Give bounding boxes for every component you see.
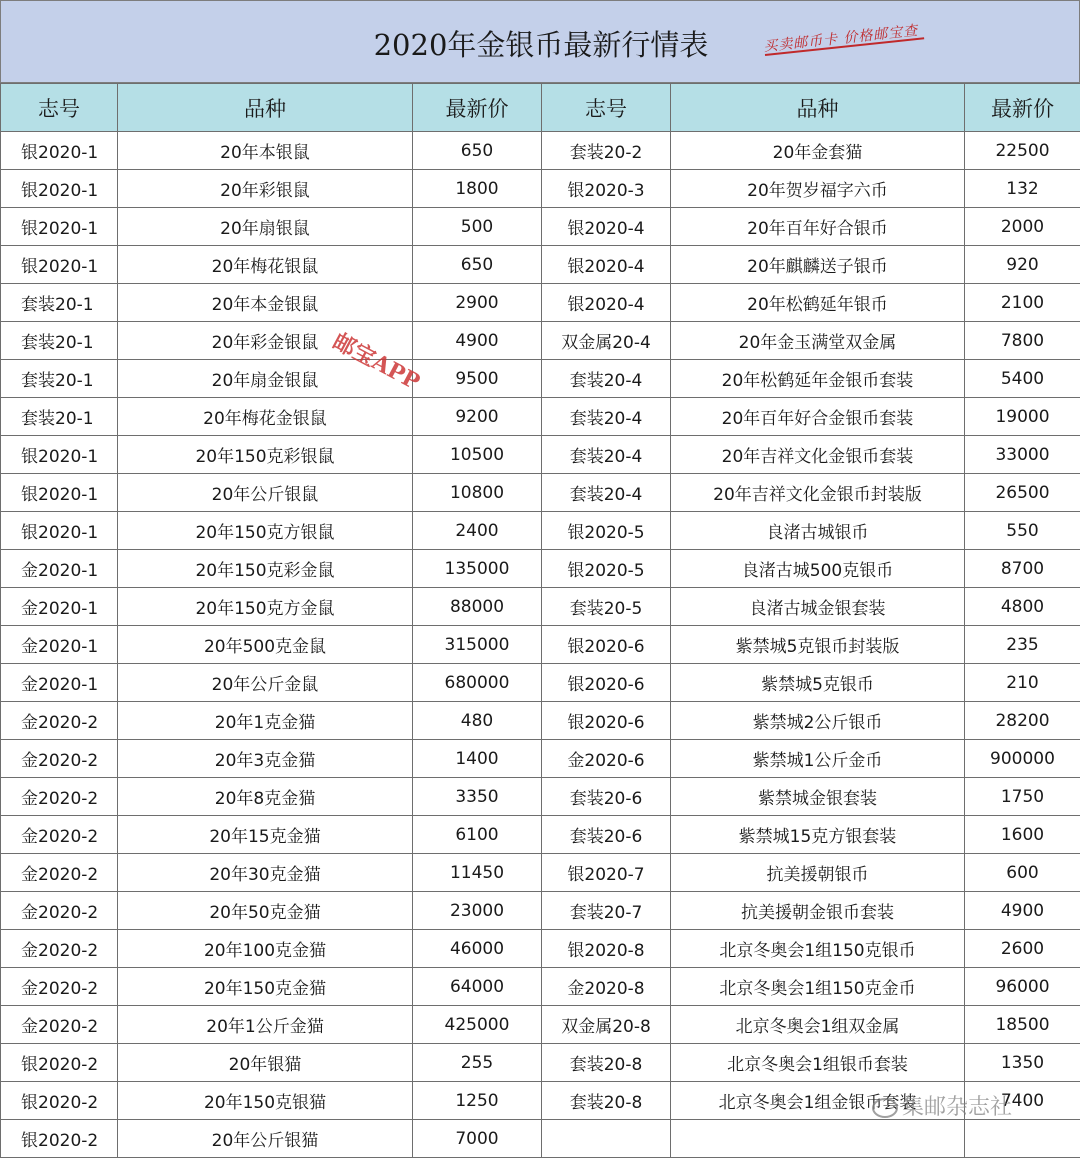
cell-price-2: 2100 [965,284,1080,322]
cell-variety-2: 20年麒麟送子银币 [671,246,965,284]
cell-price-1: 11450 [413,854,542,892]
table-row [1,968,1080,1006]
cell-code-1: 金2020-2 [1,930,118,968]
cell-variety-2: 良渚古城银币 [671,512,965,550]
cell-variety-2: 紫禁城2公斤银币 [671,702,965,740]
cell-price-1: 4900 [413,322,542,360]
cell-code-1: 套装20-1 [1,360,118,398]
cell-code-2: 套装20-6 [542,778,671,816]
title-bar [0,0,1080,83]
cell-price-2: 28200 [965,702,1080,740]
cell-variety-2: 20年金套猫 [671,132,965,170]
cell-variety-2: 20年松鹤延年金银币套装 [671,360,965,398]
cell-variety-1: 20年1克金猫 [118,702,413,740]
table-row [1,170,1080,208]
cell-price-2: 18500 [965,1006,1080,1044]
header-price-1: 最新价 [413,84,542,132]
cell-price-1: 2900 [413,284,542,322]
table-row [1,664,1080,702]
cell-code-1: 金2020-2 [1,816,118,854]
table-row [1,284,1080,322]
cell-price-1: 46000 [413,930,542,968]
cell-price-2: 210 [965,664,1080,702]
cell-code-1: 套装20-1 [1,284,118,322]
cell-code-2: 银2020-3 [542,170,671,208]
cell-code-1: 金2020-1 [1,664,118,702]
cell-code-2: 银2020-7 [542,854,671,892]
cell-code-1: 银2020-2 [1,1044,118,1082]
cell-price-2: 1350 [965,1044,1080,1082]
cell-variety-2: 20年贺岁福字六币 [671,170,965,208]
cell-code-1: 金2020-2 [1,968,118,1006]
cell-price-1: 255 [413,1044,542,1082]
cell-variety-1: 20年公斤银鼠 [118,474,413,512]
cell-code-1: 银2020-2 [1,1082,118,1120]
promo-stamp: 买卖邮币卡 价格邮宝查 [762,20,919,56]
cell-variety-1: 20年梅花金银鼠 [118,398,413,436]
cell-price-2: 4900 [965,892,1080,930]
table-row [1,588,1080,626]
cell-code-2: 银2020-5 [542,550,671,588]
cell-variety-1: 20年公斤银猫 [118,1120,413,1158]
cell-variety-2: 紫禁城5克银币封装版 [671,626,965,664]
cell-code-2 [542,1120,671,1158]
cell-variety-1: 20年15克金猫 [118,816,413,854]
cell-code-2: 银2020-4 [542,246,671,284]
header-variety-1: 品种 [118,84,413,132]
cell-code-2: 双金属20-8 [542,1006,671,1044]
cell-price-1: 9200 [413,398,542,436]
cell-code-2: 银2020-4 [542,284,671,322]
page-title: 2020年金银币最新行情表 [1,23,1080,64]
cell-code-1: 金2020-1 [1,626,118,664]
table-row [1,398,1080,436]
table-row [1,816,1080,854]
cell-price-2: 235 [965,626,1080,664]
table-row [1,626,1080,664]
cell-code-1: 金2020-2 [1,892,118,930]
table-row [1,208,1080,246]
cell-price-2: 1600 [965,816,1080,854]
table-row [1,360,1080,398]
cell-code-1: 金2020-2 [1,778,118,816]
cell-price-2: 33000 [965,436,1080,474]
cell-code-2: 金2020-6 [542,740,671,778]
cell-variety-2: 北京冬奥会1组双金属 [671,1006,965,1044]
cell-code-1: 银2020-2 [1,1120,118,1158]
cell-code-1: 金2020-2 [1,1006,118,1044]
cell-price-1: 9500 [413,360,542,398]
cell-price-1: 3350 [413,778,542,816]
cell-variety-1: 20年1公斤金猫 [118,1006,413,1044]
cell-price-2: 22500 [965,132,1080,170]
cell-code-1: 银2020-1 [1,208,118,246]
cell-code-1: 套装20-1 [1,398,118,436]
table-row [1,512,1080,550]
cell-code-2: 双金属20-4 [542,322,671,360]
cell-price-1: 650 [413,132,542,170]
cell-variety-2: 紫禁城5克银币 [671,664,965,702]
cell-price-2: 96000 [965,968,1080,1006]
cell-variety-2: 20年百年好合银币 [671,208,965,246]
cell-code-1: 银2020-1 [1,132,118,170]
table-row [1,740,1080,778]
table-row [1,702,1080,740]
cell-variety-2: 良渚古城500克银币 [671,550,965,588]
cell-code-1: 银2020-1 [1,246,118,284]
cell-variety-1: 20年3克金猫 [118,740,413,778]
cell-code-2: 套装20-5 [542,588,671,626]
table-row [1,550,1080,588]
cell-variety-1: 20年50克金猫 [118,892,413,930]
cell-code-2: 银2020-6 [542,626,671,664]
cell-code-1: 套装20-1 [1,322,118,360]
cell-code-2: 套装20-7 [542,892,671,930]
cell-code-1: 银2020-1 [1,170,118,208]
header-code-1: 志号 [1,84,118,132]
cell-variety-2: 北京冬奥会1组150克银币 [671,930,965,968]
cell-code-1: 银2020-1 [1,436,118,474]
cell-code-1: 银2020-1 [1,474,118,512]
cell-variety-1: 20年100克金猫 [118,930,413,968]
cell-price-2: 2600 [965,930,1080,968]
cell-code-2: 银2020-8 [542,930,671,968]
cell-variety-1: 20年银猫 [118,1044,413,1082]
table-row [1,246,1080,284]
cell-variety-2: 20年吉祥文化金银币封装版 [671,474,965,512]
cell-code-1: 银2020-1 [1,512,118,550]
cell-price-1: 680000 [413,664,542,702]
cell-code-2: 套装20-4 [542,360,671,398]
cell-price-2: 4800 [965,588,1080,626]
cell-price-2: 900000 [965,740,1080,778]
table-row [1,1044,1080,1082]
table-row [1,1082,1080,1120]
cell-variety-1: 20年150克方金鼠 [118,588,413,626]
cell-variety-1: 20年30克金猫 [118,854,413,892]
cell-price-1: 500 [413,208,542,246]
cell-price-1: 315000 [413,626,542,664]
cell-code-2: 银2020-4 [542,208,671,246]
table-row [1,132,1080,170]
cell-variety-2: 紫禁城15克方银套装 [671,816,965,854]
cell-price-1: 2400 [413,512,542,550]
cell-variety-2: 良渚古城金银套装 [671,588,965,626]
cell-variety-1: 20年扇金银鼠 [118,360,413,398]
cell-code-2: 银2020-5 [542,512,671,550]
cell-price-2: 7800 [965,322,1080,360]
cell-price-1: 10800 [413,474,542,512]
cell-variety-2: 紫禁城金银套装 [671,778,965,816]
cell-variety-2: 20年松鹤延年银币 [671,284,965,322]
table-row [1,474,1080,512]
cell-code-1: 金2020-1 [1,588,118,626]
price-table [0,83,1080,1158]
cell-variety-1: 20年彩金银鼠 [118,322,413,360]
cell-price-2: 1750 [965,778,1080,816]
cell-code-1: 金2020-2 [1,740,118,778]
header-row [1,84,1080,132]
table-row [1,436,1080,474]
cell-price-2: 7400 [965,1082,1080,1120]
cell-price-1: 10500 [413,436,542,474]
table-row [1,1120,1080,1158]
cell-price-1: 1250 [413,1082,542,1120]
cell-code-2: 套装20-2 [542,132,671,170]
cell-price-1: 135000 [413,550,542,588]
cell-variety-2: 20年吉祥文化金银币套装 [671,436,965,474]
cell-price-2 [965,1120,1080,1158]
cell-price-2: 5400 [965,360,1080,398]
cell-code-2: 套装20-4 [542,398,671,436]
cell-variety-1: 20年本银鼠 [118,132,413,170]
cell-price-1: 1800 [413,170,542,208]
table-row [1,892,1080,930]
cell-price-1: 7000 [413,1120,542,1158]
table-row [1,778,1080,816]
cell-code-2: 套装20-4 [542,436,671,474]
cell-code-1: 金2020-2 [1,702,118,740]
table-row [1,322,1080,360]
cell-code-2: 金2020-8 [542,968,671,1006]
cell-variety-1: 20年8克金猫 [118,778,413,816]
cell-variety-1: 20年本金银鼠 [118,284,413,322]
cell-price-2: 19000 [965,398,1080,436]
cell-variety-1: 20年彩银鼠 [118,170,413,208]
cell-variety-2: 抗美援朝金银币套装 [671,892,965,930]
cell-variety-2: 抗美援朝银币 [671,854,965,892]
cell-variety-1: 20年150克彩银鼠 [118,436,413,474]
cell-variety-1: 20年梅花银鼠 [118,246,413,284]
cell-price-1: 23000 [413,892,542,930]
cell-price-1: 64000 [413,968,542,1006]
cell-code-2: 套装20-8 [542,1044,671,1082]
cell-variety-2 [671,1120,965,1158]
watermark-corner-label: 集邮杂志社 [902,1095,1012,1120]
cell-code-2: 银2020-6 [542,702,671,740]
cell-price-1: 425000 [413,1006,542,1044]
cell-variety-1: 20年公斤金鼠 [118,664,413,702]
cell-code-1: 金2020-2 [1,854,118,892]
cell-price-1: 480 [413,702,542,740]
header-variety-2: 品种 [671,84,965,132]
cell-variety-2: 北京冬奥会1组150克金币 [671,968,965,1006]
cell-price-2: 600 [965,854,1080,892]
table-row [1,854,1080,892]
cell-price-2: 550 [965,512,1080,550]
cell-variety-2: 20年百年好合金银币套装 [671,398,965,436]
cell-price-2: 2000 [965,208,1080,246]
header-price-2: 最新价 [965,84,1080,132]
cell-price-1: 88000 [413,588,542,626]
table-row [1,930,1080,968]
cell-variety-1: 20年150克方银鼠 [118,512,413,550]
cell-code-2: 套装20-8 [542,1082,671,1120]
cell-price-2: 132 [965,170,1080,208]
cell-variety-1: 20年150克银猫 [118,1082,413,1120]
cell-variety-2: 20年金玉满堂双金属 [671,322,965,360]
cell-price-2: 26500 [965,474,1080,512]
cell-code-2: 套装20-4 [542,474,671,512]
cell-variety-1: 20年150克金猫 [118,968,413,1006]
cell-price-1: 650 [413,246,542,284]
cell-price-1: 1400 [413,740,542,778]
cell-code-1: 金2020-1 [1,550,118,588]
table-body [1,132,1080,1158]
cell-price-1: 6100 [413,816,542,854]
cell-price-2: 920 [965,246,1080,284]
cell-code-2: 银2020-6 [542,664,671,702]
cell-code-2: 套装20-6 [542,816,671,854]
cell-variety-1: 20年150克彩金鼠 [118,550,413,588]
watermark-app: 邮宝APP [328,325,426,397]
table-row [1,1006,1080,1044]
cell-variety-2: 紫禁城1公斤金币 [671,740,965,778]
cell-variety-2: 北京冬奥会1组银币套装 [671,1044,965,1082]
cell-variety-1: 20年500克金鼠 [118,626,413,664]
cell-price-2: 8700 [965,550,1080,588]
header-code-2: 志号 [542,84,671,132]
cell-variety-2: 北京冬奥会1组金银币套装 [671,1082,965,1120]
cell-variety-1: 20年扇银鼠 [118,208,413,246]
